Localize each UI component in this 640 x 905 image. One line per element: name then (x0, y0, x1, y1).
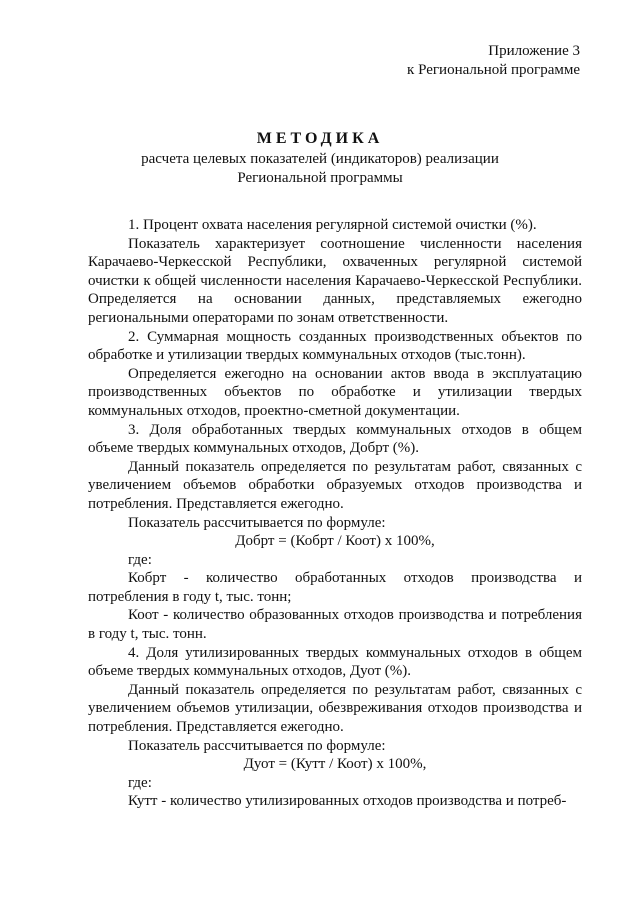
document-subtitle (0, 150, 640, 188)
paragraph-item-3-heading: 3. Доля обработанных твердых коммунальных отходов в общем объеме твердых коммунальных отходов, Добрт (%). (88, 421, 582, 457)
paragraph-item-1-description: Показатель характеризует соотношение численности населения Карачаево-Черкесской Республики, охваченных регулярной системой очистки к общей численности населения Карачаево-Черкесской Республики. Определяется на основании данных, представляемых ежегодно региональными операторами по зонам ответственности. (88, 235, 582, 326)
formula-1: Добрт = (Кобрт / Коот) х 100%, (235, 533, 435, 550)
definition-kobrt: Кобрт - количество обработанных отходов производства и потребления в году t, тыс. тонн; (88, 570, 582, 605)
paragraph-item-3-description: Данный показатель определяется по результатам работ, связанных с увеличением объемов обработки образуемых отходов производства и потребления. Представляется ежегодно. (88, 458, 582, 512)
appendix-line-1: Приложение 3 (488, 43, 580, 59)
appendix-header (407, 42, 580, 80)
where-label-1: где: (128, 551, 152, 568)
paragraph-formula-intro-1: Показатель рассчитывается по формуле: (128, 514, 386, 531)
definition-kutt: Кутт - количество утилизированных отходов производства и потреб- (128, 793, 567, 810)
paragraph-item-4-description: Данный показатель определяется по результатам работ, связанных с увеличением объемов утилизации, обезвреживания отходов производства и потребления. Представляется ежегодно. (88, 681, 582, 736)
paragraph-item-4-heading: 4. Доля утилизированных твердых коммунальных отходов в общем объеме твердых коммунальных отходов, Дуот (%). (88, 644, 582, 680)
document-title: МЕТОДИКА (256, 130, 384, 147)
formula-2: Дуот = (Кутт / Коот) х 100%, (243, 756, 427, 773)
appendix-line-2: к Региональной программе (407, 62, 580, 78)
subtitle-line-1: расчета целевых показателей (индикаторов) реализации (141, 151, 499, 167)
paragraph-item-1-heading: 1. Процент охвата населения регулярной системой очистки (%). (128, 217, 537, 233)
document-body (88, 216, 582, 811)
subtitle-line-2: Региональной программы (237, 170, 403, 186)
paragraph-item-2-description: Определяется ежегодно на основании актов ввода в эксплуатацию производственных объектов по обработке и утилизации твердых коммунальных отходов, проектно-сметной документации. (88, 365, 582, 419)
paragraph-item-2-heading: 2. Суммарная мощность созданных производственных объектов по обработке и утилизации твердых коммунальных отходов (тыс.тонн). (88, 328, 582, 364)
where-label-2: где: (128, 774, 152, 791)
definition-koot: Коот - количество образованных отходов производства и потребления в году t, тыс. тонн. (88, 607, 582, 643)
paragraph-formula-intro-2: Показатель рассчитывается по формуле: (128, 737, 386, 754)
